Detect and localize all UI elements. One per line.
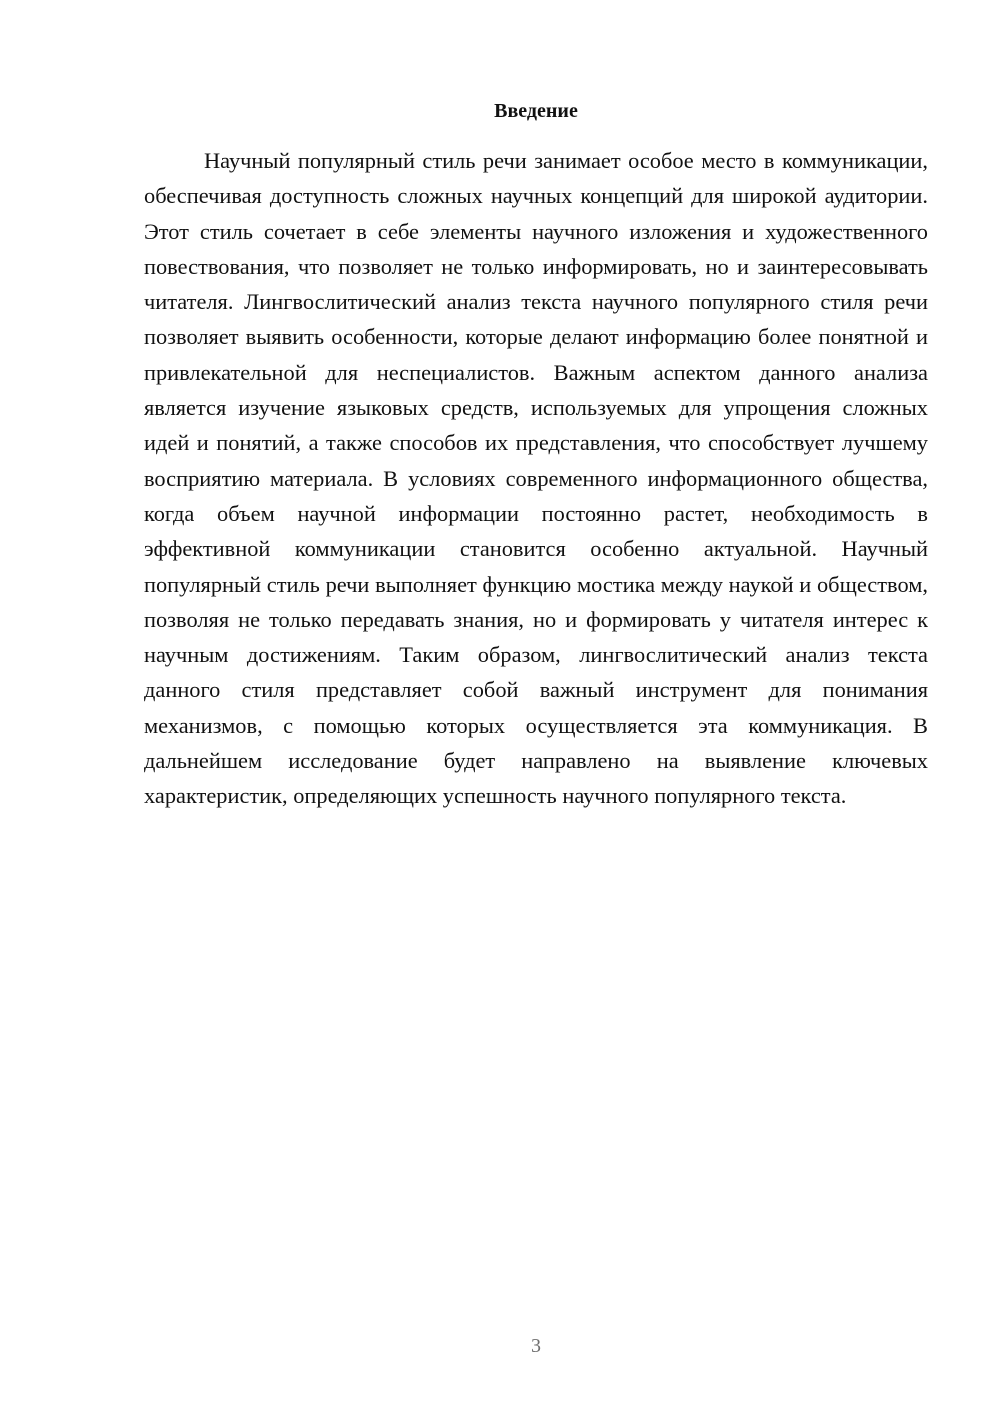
section-heading: Введение [494, 100, 578, 122]
page-number: 3 [531, 1335, 541, 1357]
body-paragraph: Научный популярный стиль речи занимает особое место в коммуникации, обеспечивая доступность сложных научных концепций для широкой аудитории. Этот стиль сочетает в себе элементы научного изложения и художественного повествования, что позволяет не только информировать, но и заинтересовывать читателя. Лингвослитический анализ текста научного популярного стиля речи позволяет выявить особенности, которые делают информацию более понятной и привлекательной для неспециалистов. Важным аспектом данного анализа является изучение языковых средств, используемых для упрощения сложных идей и понятий, а также способов их представления, что способствует лучшему восприятию материала. В условиях современного информационного общества, когда объем научной информации постоянно растет, необходимость в эффективной коммуникации становится особенно актуальной. Научный популярный стиль речи выполняет функцию мостика между наукой и обществом, позволяя не только передавать знания, но и формировать у читателя интерес к научным достижениям. Таким образом, лингвослитический анализ текста данного стиля представляет собой важный инструмент для понимания механизмов, с помощью которых осуществляется эта коммуникация. В дальнейшем исследование будет направлено на выявление ключевых характеристик, определяющих успешность научного популярного текста. [144, 148, 928, 809]
